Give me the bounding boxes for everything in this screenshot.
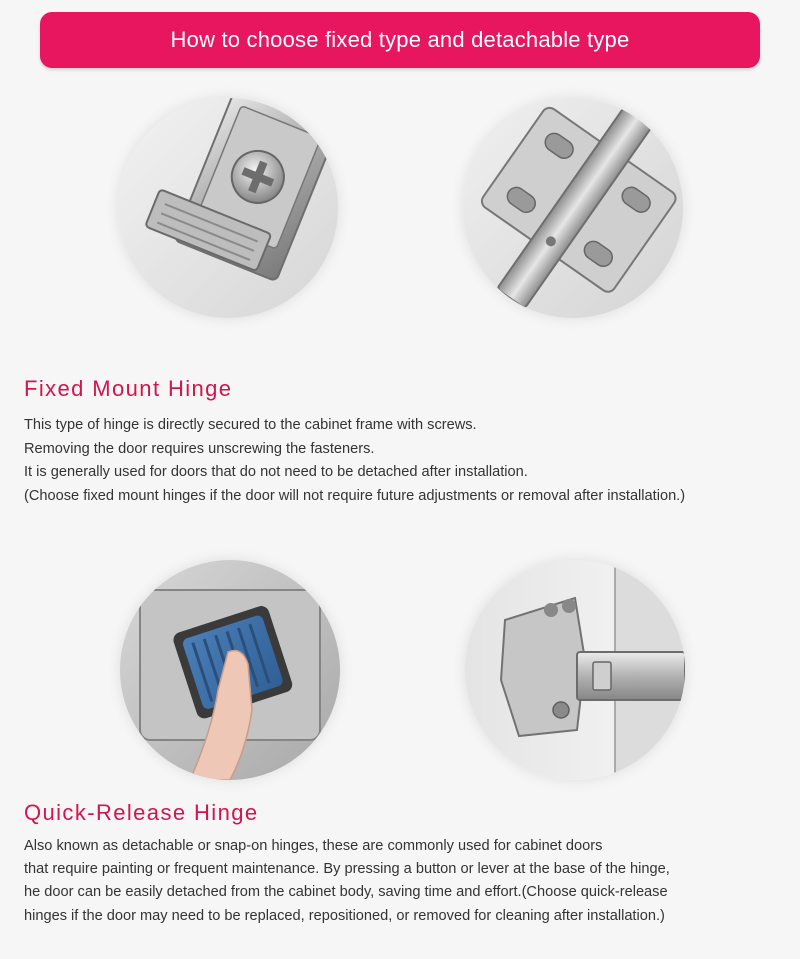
fixed-line-1: This type of hinge is directly secured to the cabinet frame with screws. xyxy=(24,417,477,433)
quick-release-button-photo xyxy=(120,560,340,780)
quick-line-1: Also known as detachable or snap-on hinges, these are commonly used for cabinet doors xyxy=(24,838,603,854)
quick-line-2: that require painting or frequent maintenance. By pressing a button or lever at the base of the hinge, xyxy=(24,861,670,878)
banner-title: How to choose fixed type and detachable type xyxy=(170,27,630,52)
fixed-line-2: Removing the door requires unscrewing the fasteners. xyxy=(24,440,375,457)
fixed-mount-heading: Fixed Mount Hinge xyxy=(24,376,233,401)
quick-release-heading: Quick-Release Hinge xyxy=(24,800,259,825)
fixed-hinge-plate-icon xyxy=(463,98,683,318)
quick-release-mounted-photo xyxy=(465,560,685,780)
title-banner xyxy=(40,12,760,68)
quick-release-description xyxy=(24,835,794,928)
fixed-hinge-plate-photo xyxy=(463,98,683,318)
fixed-hinge-screw-photo xyxy=(118,98,338,318)
quick-release-mounted-icon xyxy=(465,560,685,780)
fixed-mount-description xyxy=(24,414,794,508)
quick-line-3: he door can be easily detached from the cabinet body, saving time and effort.(Choose quick-release xyxy=(24,884,668,901)
fixed-line-3: It is generally used for doors that do not need to be detached after installation. xyxy=(24,464,528,480)
fixed-hinge-screw-icon xyxy=(118,98,338,318)
fixed-line-4: (Choose fixed mount hinges if the door will not require future adjustments or removal after installation.) xyxy=(24,487,686,504)
quick-line-4: hinges if the door may need to be replaced, repositioned, or removed for cleaning after installation.) xyxy=(24,907,665,924)
quick-release-button-icon xyxy=(120,560,340,780)
